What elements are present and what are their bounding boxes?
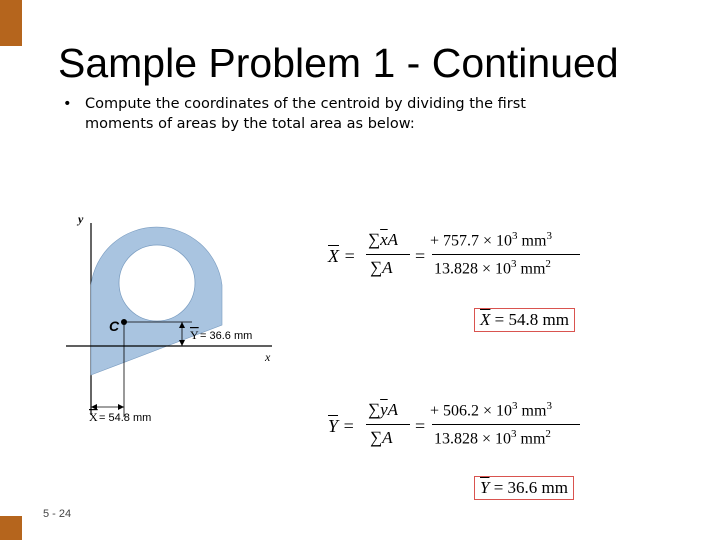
x-result-box: $\overline{X} = 54.8$ mm bbox=[474, 308, 575, 332]
x-bar-symbol: $\overline{X}$ = bbox=[328, 246, 356, 266]
x-sum-numerator: $\sum\overline{x}A$ bbox=[368, 230, 399, 249]
xbar-dimension-symbol: X bbox=[89, 410, 98, 424]
slide-title: Sample Problem 1 - Continued bbox=[58, 40, 619, 86]
x-value-fraction-bar bbox=[432, 254, 580, 255]
x-result-value: = 54.8 mm bbox=[494, 310, 569, 329]
y-equals-2: = bbox=[415, 416, 426, 436]
y-axis-label: y bbox=[78, 212, 84, 226]
y-value-denominator: $13.828 \times 10^3$ $mm^2$ bbox=[434, 428, 551, 448]
bullet-text: Compute the coordinates of the centroid by dividing the first moments of areas by the total area as below: bbox=[85, 96, 526, 132]
x-sum-fraction-bar bbox=[366, 254, 410, 255]
y-result-box: $\overline{Y} = 36.6$ mm bbox=[474, 476, 574, 500]
circular-hole bbox=[119, 245, 195, 321]
y-sum-numerator: $\sum\overline{y}A$ bbox=[368, 400, 399, 419]
ybar-dimension-label: = 36.6 mm bbox=[200, 330, 253, 342]
y-sum-denominator: ∑A bbox=[370, 428, 393, 447]
x-value-denominator: $13.828 \times 10^3$ $mm^2$ bbox=[434, 258, 551, 278]
y-bar-symbol: $\overline{Y}$ = bbox=[328, 416, 355, 436]
x-axis-label: x bbox=[265, 350, 271, 364]
x-sum-denominator: ∑A bbox=[370, 258, 393, 277]
page-number: 5 - 24 bbox=[43, 508, 72, 520]
y-result-value: = 36.6 mm bbox=[493, 478, 569, 497]
x-value-numerator: + $757.7 \times 10^3$ $mm^3$ bbox=[430, 230, 552, 250]
accent-bar-bottom bbox=[0, 516, 22, 540]
bullet-point bbox=[63, 94, 533, 134]
x-centroid-equation bbox=[328, 228, 598, 288]
x-equals-2: = bbox=[415, 246, 426, 266]
centroid-figure bbox=[62, 205, 282, 435]
y-value-numerator: + $506.2 \times 10^3$ $mm^3$ bbox=[430, 400, 552, 420]
xbar-dimension-label: = 54.8 mm bbox=[99, 412, 152, 424]
ybar-arrow-down bbox=[179, 340, 185, 346]
accent-bar-top bbox=[0, 0, 22, 46]
y-sum-fraction-bar bbox=[366, 424, 410, 425]
y-centroid-equation bbox=[328, 398, 598, 458]
ybar-dimension-symbol: Y bbox=[190, 328, 199, 342]
xbar-arrow-right bbox=[118, 404, 124, 410]
bullet-dot-icon: • bbox=[63, 96, 72, 112]
centroid-label: C bbox=[109, 318, 120, 334]
y-value-fraction-bar bbox=[432, 424, 580, 425]
